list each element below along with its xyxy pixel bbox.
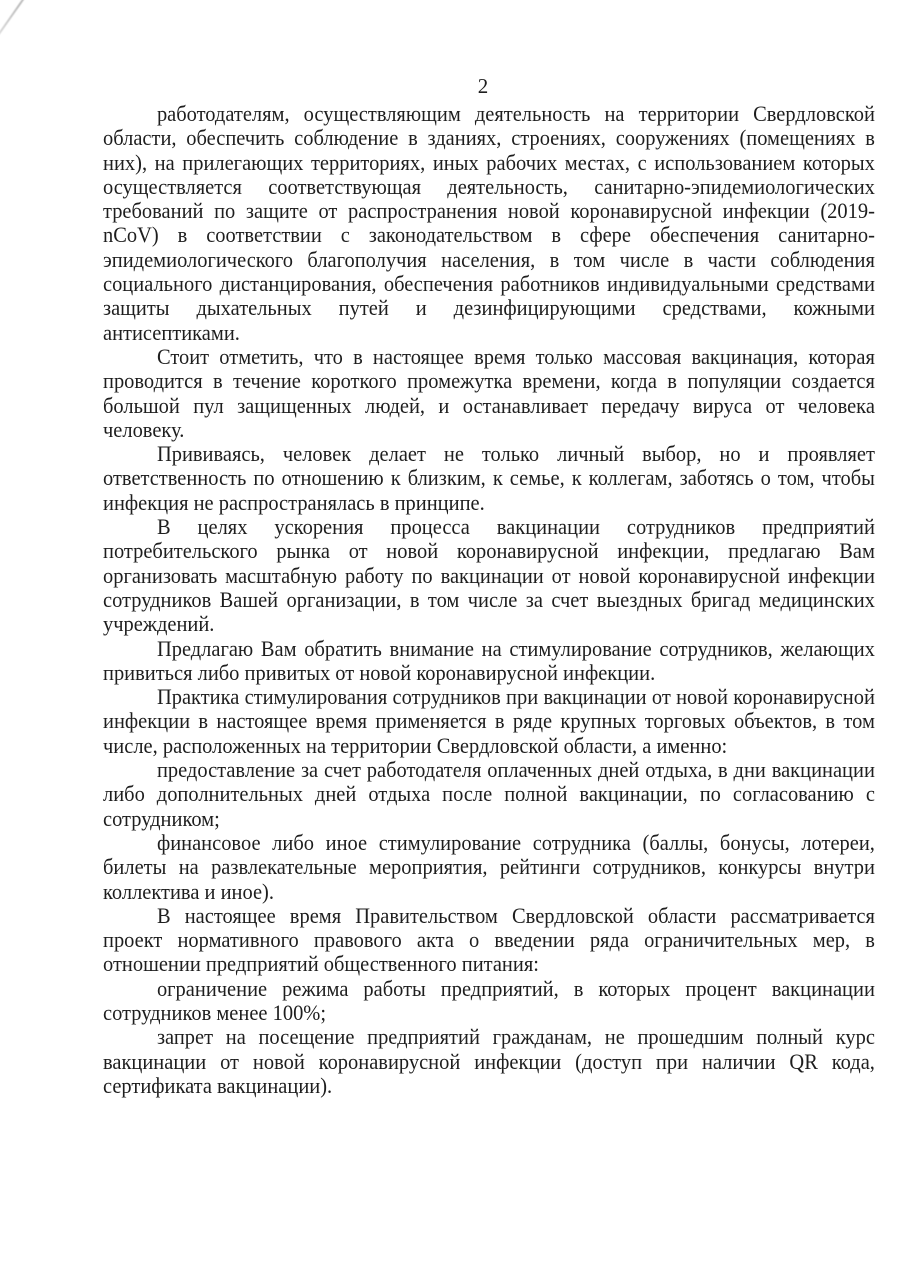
list-item-paid-days-off: предоставление за счет работодателя оплаченных дней отдыха, в дни вакцинации либо дополнительных дней отдыха после полной вакцинации, по согласованию с сотрудником; [103, 757, 875, 831]
paragraph-employer-requirements: работодателям, осуществляющим деятельность на территории Свердловской области, обеспечить соблюдение в зданиях, строениях, сооружениях (помещениях в них), на прилегающих территориях, иных рабочих местах, с использованием которых осуществляется соответствующая деятельность, санитарно-эпидемиологических требований по защите от распространения новой коронавирусной инфекции (2019-nCoV) в соответствии с законодательством в сфере обеспечения санитарно-эпидемиологического благополучия населения, в том числе в части соблюдения социального дистанцирования, обеспечения работников индивидуальными средствами защиты дыхательных путей и дезинфицирующими средствами, кожными антисептиками. [103, 101, 875, 345]
paragraph-accelerate-vaccination: В целях ускорения процесса вакцинации сотрудников предприятий потребительского рынка от новой коронавирусной инфекции, предлагаю Вам организовать масштабную работу по вакцинации от новой коронавирусной инфекции сотрудников Вашей организации, в том числе за счет выездных бригад медицинских учреждений. [103, 514, 875, 637]
document-body [103, 102, 875, 1098]
list-item-visit-ban: запрет на посещение предприятий гражданам, не прошедшим полный курс вакцинации от новой коронавирусной инфекции (доступ при наличии QR кода, сертификата вакцинации). [103, 1024, 875, 1098]
list-item-work-hours-limit: ограничение режима работы предприятий, в которых процент вакцинации сотрудников менее 100%; [103, 975, 875, 1025]
list-item-financial-incentives: финансовое либо иное стимулирование сотрудника (баллы, бонусы, лотереи, билеты на развлекательные мероприятия, рейтинги сотрудников, конкурсы внутри коллектива и иное). [103, 829, 875, 904]
paragraph-mass-vaccination: Стоит отметить, что в настоящее время только массовая вакцинация, которая проводится в течение короткого промежутка времени, когда в популяции создается большой пул защищенных людей, и останавливает передачу вируса от человека человеку. [103, 343, 875, 442]
page-number: 2 [477, 74, 489, 98]
paragraph-personal-responsibility: Прививаясь, человек делает не только личный выбор, но и проявляет ответственность по отношению к близким, к семье, к коллегам, заботясь о том, чтобы инфекция не распространялась в принципе. [103, 441, 875, 515]
paragraph-stimulation-practice: Практика стимулирования сотрудников при вакцинации от новой коронавирусной инфекции в настоящее время применяется в ряде крупных торговых объектов, в том числе, расположенных на территории Свердловской области, а именно: [103, 684, 875, 758]
paragraph-government-restrictions: В настоящее время Правительством Свердловской области рассматривается проект нормативного правового акта о введении ряда ограничительных мер, в отношении предприятий общественного питания: [103, 902, 875, 977]
paragraph-stimulation-attention: Предлагаю Вам обратить внимание на стимулирование сотрудников, желающих привиться либо привитых от новой коронавирусной инфекции. [103, 635, 875, 685]
scan-page-edge [0, 0, 61, 62]
